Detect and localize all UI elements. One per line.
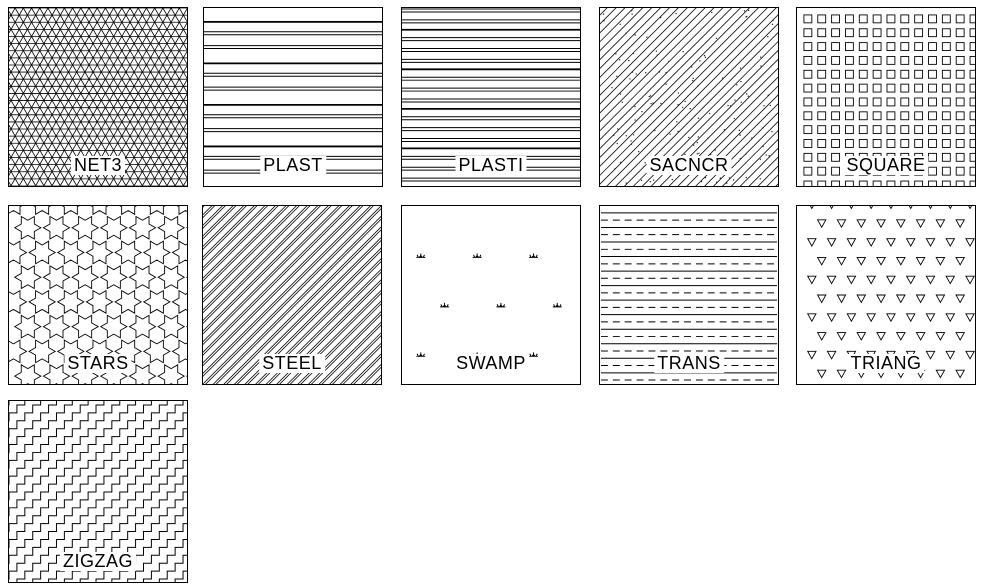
hatch-pattern-label: TRIANG <box>847 354 924 373</box>
hatch-swatch-swamp[interactable] <box>401 205 581 385</box>
hatch-swatch-steel[interactable] <box>202 205 382 385</box>
hatch-pattern-label: TRANS <box>654 354 724 373</box>
hatch-pattern-label: PLAST <box>260 156 326 175</box>
hatch-swatch-trans[interactable] <box>599 205 779 385</box>
hatch-pattern-label: NET3 <box>71 156 125 175</box>
hatch-swatch-plasti[interactable] <box>401 7 581 187</box>
hatch-pattern-label: STARS <box>64 354 131 373</box>
hatch-swatch-plast[interactable] <box>203 7 383 187</box>
hatch-swatch-zigzag[interactable] <box>8 400 188 583</box>
hatch-swatch-square[interactable] <box>796 7 976 187</box>
hatch-pattern-label: ZIGZAG <box>60 552 136 571</box>
hatch-pattern-label: SWAMP <box>453 354 529 373</box>
hatch-swatch-net3[interactable] <box>8 7 188 187</box>
hatch-swatch-stars[interactable] <box>8 205 188 385</box>
hatch-swatch-triang[interactable] <box>796 205 976 385</box>
hatch-pattern-label: PLASTI <box>455 156 526 175</box>
hatch-pattern-label: SACNCR <box>646 156 731 175</box>
hatch-pattern-label: SQUARE <box>843 156 928 175</box>
hatch-pattern-label: STEEL <box>259 354 325 373</box>
hatch-swatch-sacncr[interactable] <box>599 7 779 187</box>
